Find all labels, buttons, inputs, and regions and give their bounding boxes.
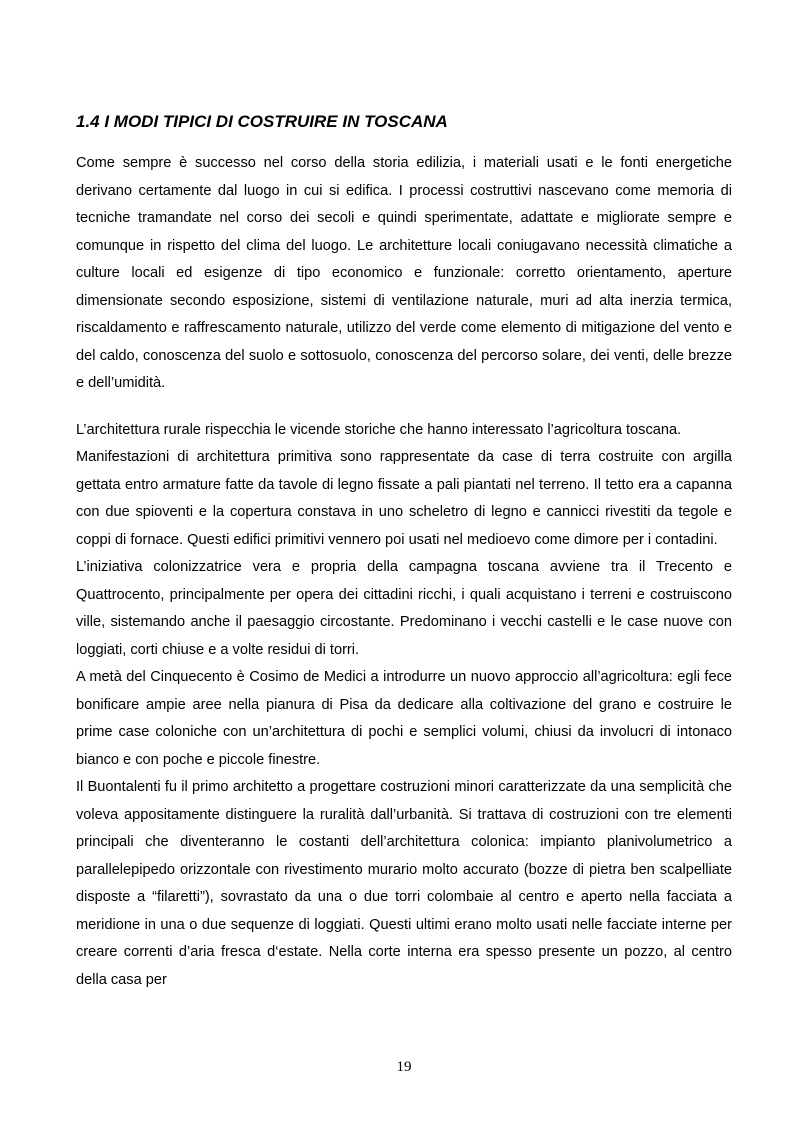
paragraph-colonization: L’iniziativa colonizzatrice vera e propria della campagna toscana avviene tra il Trecento e Quattrocento, principalmente per opera dei cittadini ricchi, i quali acquistano i terreni e costruiscono ville, sistemando anche il paesaggio circostante. Predominano i vecchi castelli e le case nuove con loggiati, corti chiuse e a volte residui di torri. [76,559,732,658]
section-heading: 1.4 I MODI TIPICI DI COSTRUIRE IN TOSCANA [76,112,448,131]
page-number: 19 [396,1059,412,1075]
paragraph-buontalenti: Il Buontalenti fu il primo architetto a progettare costruzioni minori caratterizzate da una semplicità che voleva appositamente distinguere la ruralità dall’urbanità. Si trattava di costruzioni con tre elementi principali che diventeranno le costanti dell’architettura colonica: impianto planivolumetrico a parallelepipedo orizzontale con rivestimento murario molto accurato (bozze di pietra ben scalpelliate disposte a “filaretti”), sovrastato da una o due torri colombaie al centro e aperto nella facciata a meridione in una o due sequenze di loggiati. Questi ultimi erano molto usati nelle facciate interne per creare correnti d’aria fresca d‘estate. Nella corte interna era spesso presente un pozzo, al centro della casa per [76,779,732,988]
paragraph-rural-architecture: L’architettura rurale rispecchia le vicende storiche che hanno interessato l’agricoltura toscana. [76,421,682,438]
paragraph-cosimo-de-medici: A metà del Cinquecento è Cosimo de Medici a introdurre un nuovo approccio all’agricoltura: egli fece bonificare ampie aree nella pianura di Pisa da dedicare alla coltivazione del grano e costruire le prime case coloniche con un’architettura di pochi e semplici volumi, chiusi da involucri di intonaco bianco e con poche e piccole finestre. [76,669,732,768]
body-text [76,150,732,994]
paragraph-primitive-architecture: Manifestazioni di architettura primitiva sono rappresentate da case di terra costruite con argilla gettata entro armature fatte da tavole di legno fissate a pali piantati nel terreno. Il tetto era a capanna con due spioventi e la copertura constava in uno scheletro di legno e cannicci rivestiti da tegole e coppi di fornace. Questi edifici primitivi vennero poi usati nel medioevo come dimore per i contadini. [76,449,732,548]
paragraph-local-architecture: Come sempre è successo nel corso della storia edilizia, i materiali usati e le fonti energetiche derivano certamente dal luogo in cui si edifica. I processi costruttivi nascevano come memoria di tecniche tramandate nel corso dei secoli e quindi sperimentate, adattate e migliorate sempre e comunque in rispetto del clima del luogo. Le architetture locali coniugavano necessità climatiche a culture locali ed esigenze di tipo economico e funzionale: corretto orientamento, aperture dimensionate secondo esposizione, sistemi di ventilazione naturale, muri ad alta inerzia termica, riscaldamento e raffrescamento naturale, utilizzo del verde come elemento di mitigazione del vento e del caldo, conoscenza del suolo e sottosuolo, conoscenza del percorso solare, dei venti, delle brezze e dell’umidità. [76,155,732,391]
document-page [76,0,732,1123]
